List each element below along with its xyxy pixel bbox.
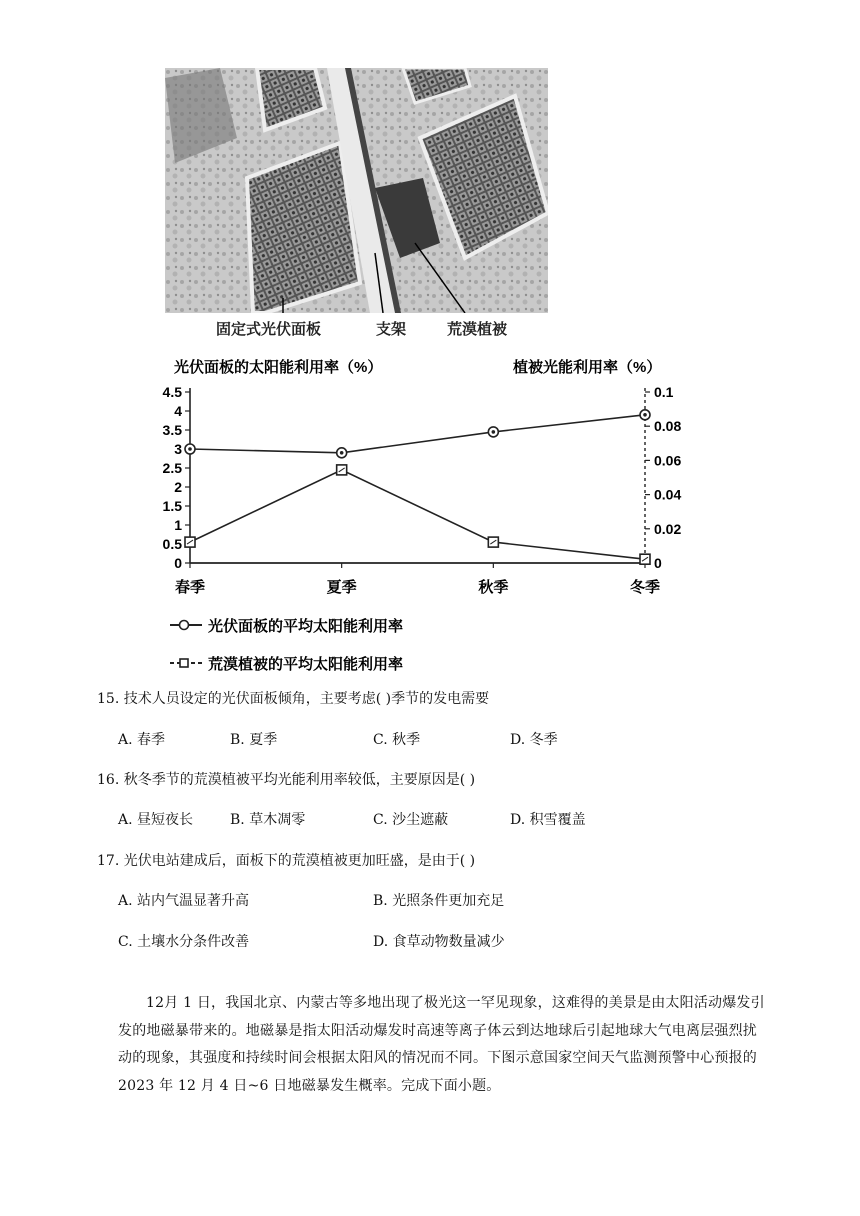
q16-option-d[interactable]: D. 积雪覆盖 (510, 812, 586, 828)
right-tick-label: 0.06 (654, 452, 682, 469)
left-tick-label: 4 (174, 403, 182, 419)
right-tick-label: 0.08 (654, 418, 682, 435)
x-tick-label: 冬季 (629, 579, 661, 596)
label-vegetation: 荒漠植被 (447, 320, 508, 338)
q17-option-d[interactable]: D. 食草动物数量减少 (373, 934, 505, 950)
label-fixed-panel: 固定式光伏面板 (216, 320, 322, 338)
left-tick-label: 0 (174, 555, 182, 571)
q17-option-a[interactable]: A. 站内气温显著升高 (118, 893, 250, 909)
left-tick-label: 3.5 (162, 422, 182, 438)
question-17: 17. 光伏电站建成后，面板下的荒漠植被更加旺盛，是由于( ) (97, 853, 476, 869)
q16-option-a[interactable]: A. 昼短夜长 (118, 812, 194, 828)
right-tick-label: 0.1 (654, 384, 674, 400)
q16-option-c[interactable]: C. 沙尘遮蔽 (373, 812, 449, 828)
left-tick-label: 2.5 (162, 460, 182, 476)
left-axis-title: 光伏面板的太阳能利用率（%） (174, 359, 383, 376)
question-16: 16. 秋冬季节的荒漠植被平均光能利用率较低，主要原因是( ) (97, 772, 476, 788)
question-15: 15. 技术人员设定的光伏面板倾角，主要考虑( )季节的发电需要 (97, 691, 490, 707)
plot-area (163, 384, 682, 596)
left-tick-label: 3 (174, 441, 182, 457)
left-tick-label: 2 (174, 479, 182, 495)
point-circle-dot (188, 447, 192, 451)
point-circle-dot (492, 430, 496, 434)
right-tick-label: 0 (654, 555, 662, 571)
passage-text: 12月 1 日，我国北京、内蒙古等多地出现了极光这一罕见现象，这难得的美景是由太阳活动爆发引发的地磁暴带来的。地磁暴是指太阳活动爆发时高速等离子体云到达地球后引起地球大气电离层强烈扰动的现象，其强度和持续时间会根据太阳风的情况而不同。下图示意国家空间天气监测预警中心预报的 2023 年 12 月 4 日~6 日地磁暴发生概率。完成下面小题。 (118, 995, 765, 1094)
right-tick-label: 0.02 (654, 520, 682, 537)
x-tick-label: 春季 (174, 579, 206, 596)
q16-option-b[interactable]: B. 草木凋零 (230, 812, 306, 828)
q15-option-b[interactable]: B. 夏季 (230, 732, 278, 748)
aerial-photo (165, 68, 548, 313)
x-tick-label: 秋季 (478, 579, 509, 596)
point-circle-dot (643, 413, 647, 417)
passage (118, 990, 768, 1100)
series-line-square (190, 470, 645, 559)
q15-option-c[interactable]: C. 秋季 (373, 732, 421, 748)
legend (170, 617, 403, 673)
legend-label-vegetation: 荒漠植被的平均太阳能利用率 (208, 656, 404, 673)
q17-option-c[interactable]: C. 土壤水分条件改善 (118, 934, 250, 950)
right-tick-label: 0.04 (654, 486, 682, 503)
q15-option-d[interactable]: D. 冬季 (510, 732, 558, 748)
label-support: 支架 (376, 320, 407, 338)
legend-label-panel: 光伏面板的平均太阳能利用率 (208, 618, 404, 635)
utilization-chart (150, 350, 710, 680)
q17-option-b[interactable]: B. 光照条件更加充足 (373, 893, 505, 909)
legend-marker-circle (180, 621, 189, 630)
x-tick-label: 夏季 (326, 579, 357, 596)
left-tick-label: 0.5 (162, 536, 182, 552)
series-line-circle (190, 415, 645, 453)
legend-marker-square (180, 659, 188, 667)
right-axis-title: 植被光能利用率（%） (513, 359, 662, 376)
q15-option-a[interactable]: A. 春季 (118, 732, 166, 748)
left-tick-label: 1.5 (162, 498, 182, 514)
left-tick-label: 4.5 (162, 384, 182, 400)
left-tick-label: 1 (174, 517, 182, 533)
point-circle-dot (340, 451, 344, 455)
